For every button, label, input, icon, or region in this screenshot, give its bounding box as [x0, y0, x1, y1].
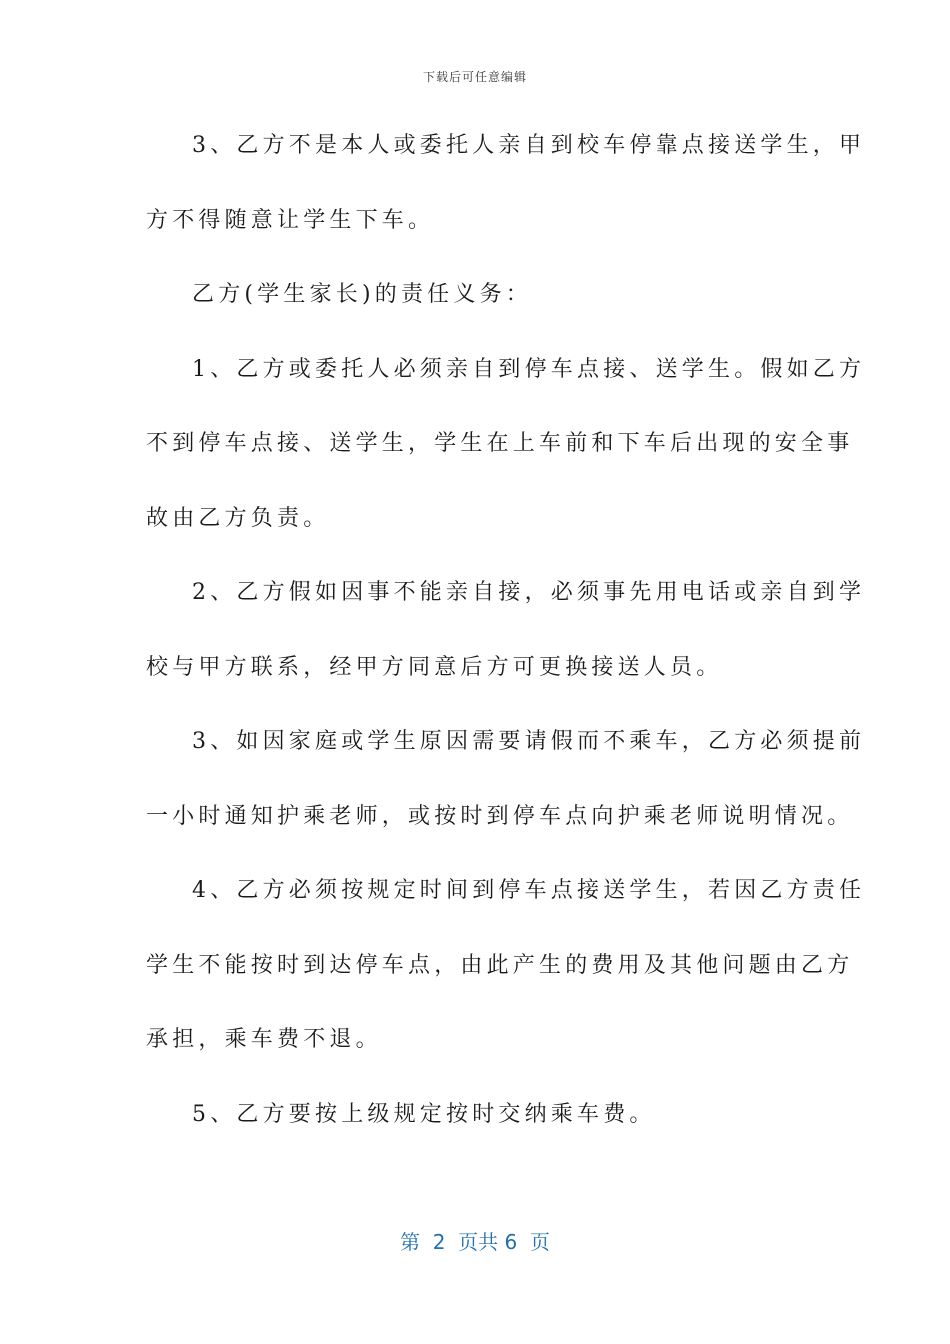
paragraph-line: 2、乙方假如因事不能亲自接，必须事先用电话或亲自到学 — [192, 580, 866, 605]
paragraph-line: 5、乙方要按上级规定按时交纳乘车费。 — [192, 1101, 656, 1127]
document-body — [146, 126, 866, 1169]
paragraph-line: 一小时通知护乘老师，或按时到停车点向护乘老师说明情况。 — [146, 803, 854, 829]
header-note: 下载后可任意编辑 — [422, 70, 527, 84]
section-heading: 乙方(学生家长)的责任义务： — [192, 282, 532, 307]
paragraph-line: 3、乙方不是本人或委托人亲自到校车停靠点接送学生，甲 — [192, 133, 866, 158]
paragraph-line: 学生不能按时到达停车点，由此产生的费用及其他问题由乙方 — [146, 952, 854, 978]
paragraph-line: 3、如因家庭或学生原因需要请假而不乘车，乙方必须提前 — [192, 729, 866, 754]
paragraph-line: 1、乙方或委托人必须亲自到停车点接、送学生。假如乙方 — [192, 356, 866, 382]
paragraph-line: 校与甲方联系，经甲方同意后方可更换接送人员。 — [146, 654, 723, 680]
paragraph-line: 方不得随意让学生下车。 — [146, 207, 435, 233]
paragraph-line: 4、乙方必须按规定时间到停车点接送学生，若因乙方责任 — [192, 878, 866, 903]
paragraph-line: 故由乙方负责。 — [146, 505, 330, 531]
paragraph-line: 承担，乘车费不退。 — [146, 1027, 382, 1052]
paragraph-line: 不到停车点接、送学生，学生在上车前和下车后出现的安全事 — [146, 431, 854, 456]
page-number: 第 2 页共 6 页 — [400, 1230, 550, 1254]
